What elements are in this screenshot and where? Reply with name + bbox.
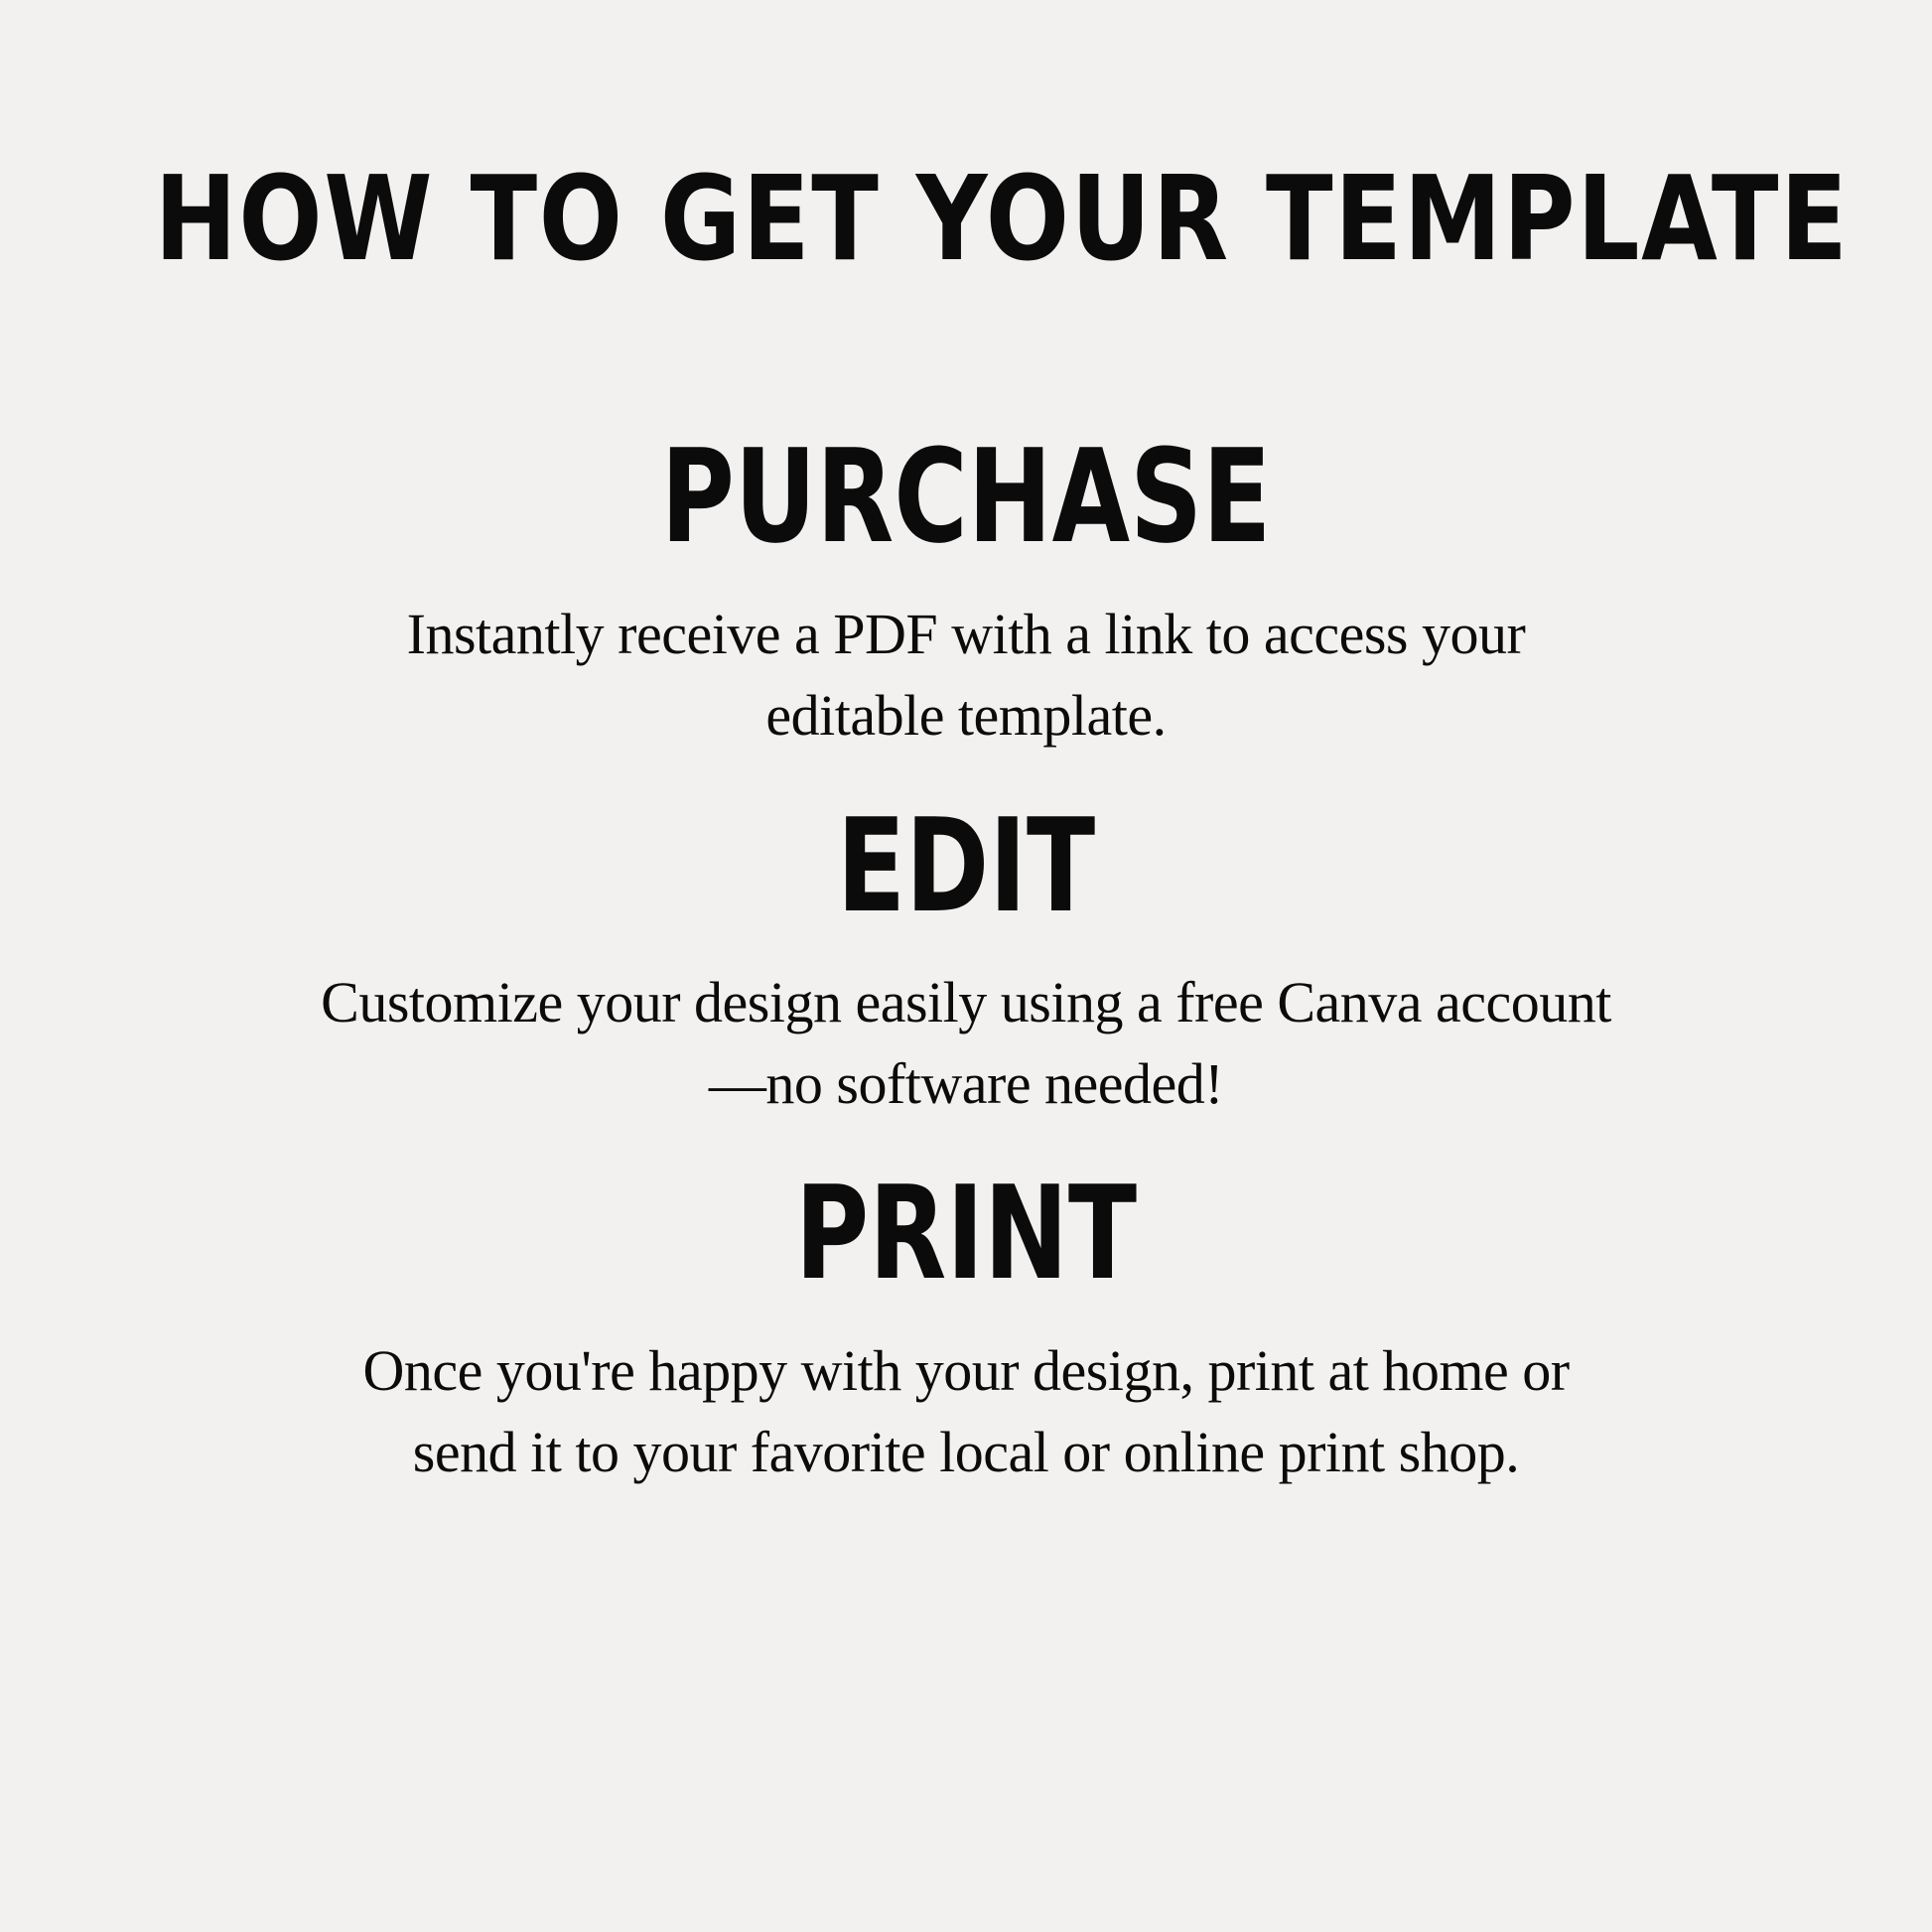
- step-heading-purchase: PURCHASE: [660, 421, 1272, 572]
- step-description-edit: Customize your design easily using a free Canva account—no software needed!: [321, 970, 1611, 1116]
- step-description-print: Once you're happy with your design, print at home or send it to your favorite local or online print shop.: [362, 1338, 1570, 1484]
- step-heading-print: PRINT: [794, 1158, 1138, 1309]
- page-title: HOW TO GET YOUR TEMPLATE: [154, 150, 1850, 287]
- step-heading-edit: EDIT: [836, 790, 1096, 941]
- step-description-purchase: Instantly receive a PDF with a link to access your editable template.: [406, 602, 1526, 748]
